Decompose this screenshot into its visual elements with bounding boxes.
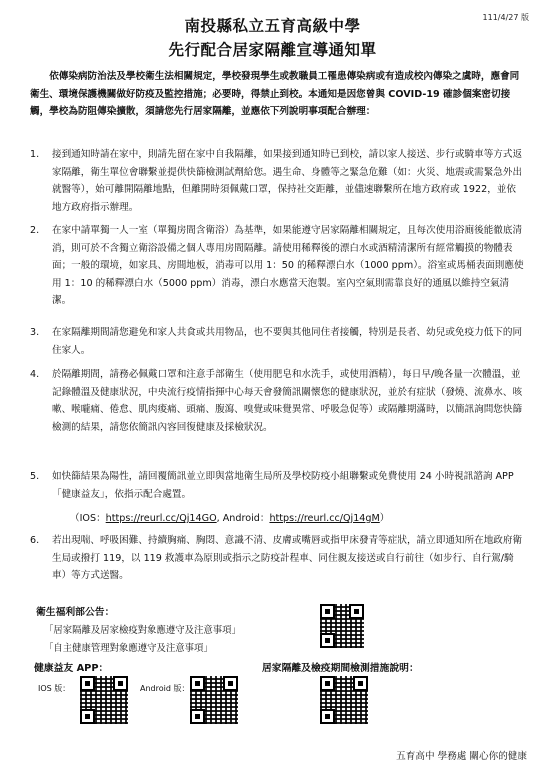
item-text: 接到通知時請在家中，則請先留在家中自我隔離，如果接到通知時已到校，請以家人接送、步行或騎車等方式返家隔離，衛生單位會聯繫並提供快篩檢測試劑給您。遇生命、身體等之緊急危難（如：火災、地震或需緊急外出就醫等），始可離開隔離地點，但離開時須佩戴口罩，保持社交距離，並儘速聯繫所在地方政府或 1922，並依地方政府指示辦理。 [52,149,523,213]
qr-code-notice[interactable] [320,604,364,648]
test-notice-heading: 居家隔離及檢疫期間檢測措施說明： [262,663,419,674]
list-item [30,532,524,585]
links-suffix: ） [379,513,390,524]
links-mid: , Android： [216,513,270,524]
school-title: 南投縣私立五育高級中學 [184,17,361,35]
ios-link[interactable]: https://reurl.cc/Qj14GO [105,513,217,524]
list-item [30,366,524,436]
qr-code-test-notice[interactable] [320,676,368,724]
notice-link-isolation[interactable]: 「居家隔離及居家檢疫對象應遵守及注意事項」 [44,625,241,636]
links-prefix: （IOS： [70,513,106,524]
item-number: 1. [30,149,40,160]
notice-link-self-health[interactable]: 「自主健康管理對象應遵守及注意事項」 [44,643,213,654]
item-number: 3. [30,327,40,338]
notice-heading: 衛生福利部公告： [36,607,115,618]
item-text: 若出現喘、呼吸困難、持續胸痛、胸悶、意識不清、皮膚或嘴唇或指甲床發青等症狀，請立即通知所在地政府衛生局或撥打 119，以 119 救護車為原則或指示之防疫計程車、同住親友接送或自行前往（如步行、自行駕/騎車）等方式送醫。 [52,535,523,581]
list-item [30,222,524,310]
app-links [30,510,524,528]
item-text: 在家隔離期間請您避免和家人共食或共用物品，也不要與其他同住者接觸，特別是長者、幼兒或免疫力低下的同住家人。 [52,327,523,356]
android-link[interactable]: https://reurl.cc/Qj14gM [269,513,380,524]
ios-label: IOS 版： [38,684,71,693]
item-number: 5. [30,471,40,482]
list-item [30,468,524,503]
item-number: 2. [30,225,40,236]
app-heading: 健康益友 APP： [34,663,109,674]
footer-signature: 五育高中 學務處 關心你的健康 [396,751,527,762]
item-number: 4. [30,369,40,380]
item-text: 於隔離期間，請務必佩戴口罩和注意手部衛生（使用肥皂和水洗手，或使用酒精），每日早/晚各量一次體溫，並記錄體溫及健康狀況，中央流行疫情指揮中心每天會發簡訊關懷您的健康狀況，並於有症狀（發燒、流鼻水、咳嗽、喉嚨痛、倦怠、肌肉痠痛、頭痛、腹瀉、嗅覺或味覺異常、呼吸急促等）或隔離期滿時，以簡訊詢問您快篩檢測的結果，請您依簡訊內容回復健康及採檢狀況。 [52,369,523,433]
version-label: 111/4/27 版 [482,13,529,22]
intro-paragraph: 依傳染病防治法及學校衛生法相關規定，學校發現學生或教職員工罹患傳染病或有造成校內傳染之虞時，應會同衛生、環境保護機關做好防疫及監控措施；必要時，得禁止到校。本通知是因您曾與 COVID-19 確診個案密切接觸，學校為防阻傳染擴散，須請您先行居家隔離，並應依下列說明事項配合辦理： [30,71,520,117]
list-item [30,146,524,216]
item-number: 6. [30,535,40,546]
item-text: 如快篩結果為陽性，請回覆簡訊並立即與當地衛生局所及學校防疫小組聯繫或免費使用 24 小時視訊諮詢 APP「健康益友」，依指示配合處置。 [52,471,514,500]
qr-code-ios[interactable] [80,676,128,724]
notice-title: 先行配合居家隔離宣導通知單 [168,41,377,59]
qr-code-android[interactable] [190,676,238,724]
list-item [30,324,524,359]
item-text: 在家中請單獨一人一室（單獨房間含衛浴）為基準，如果能遵守居家隔離相關規定，且每次使用浴廁後能徹底清消，則可於不含獨立衛浴設備之個人專用房間隔離。請使用稀釋後的漂白水或酒精清潔所有經常觸摸的物體表面；一般的環境，如家具、房間地板，消毒可以用 1：50 的稀釋漂白水（1000 ppm）。浴室或馬桶表面則應使用 1：10 的稀釋漂白水（5000 ppm）消毒，漂白水應當天泡製。室內空氣則需靠良好的通風以維持空氣清潔。 [52,225,524,306]
android-label: Android 版： [140,684,190,693]
